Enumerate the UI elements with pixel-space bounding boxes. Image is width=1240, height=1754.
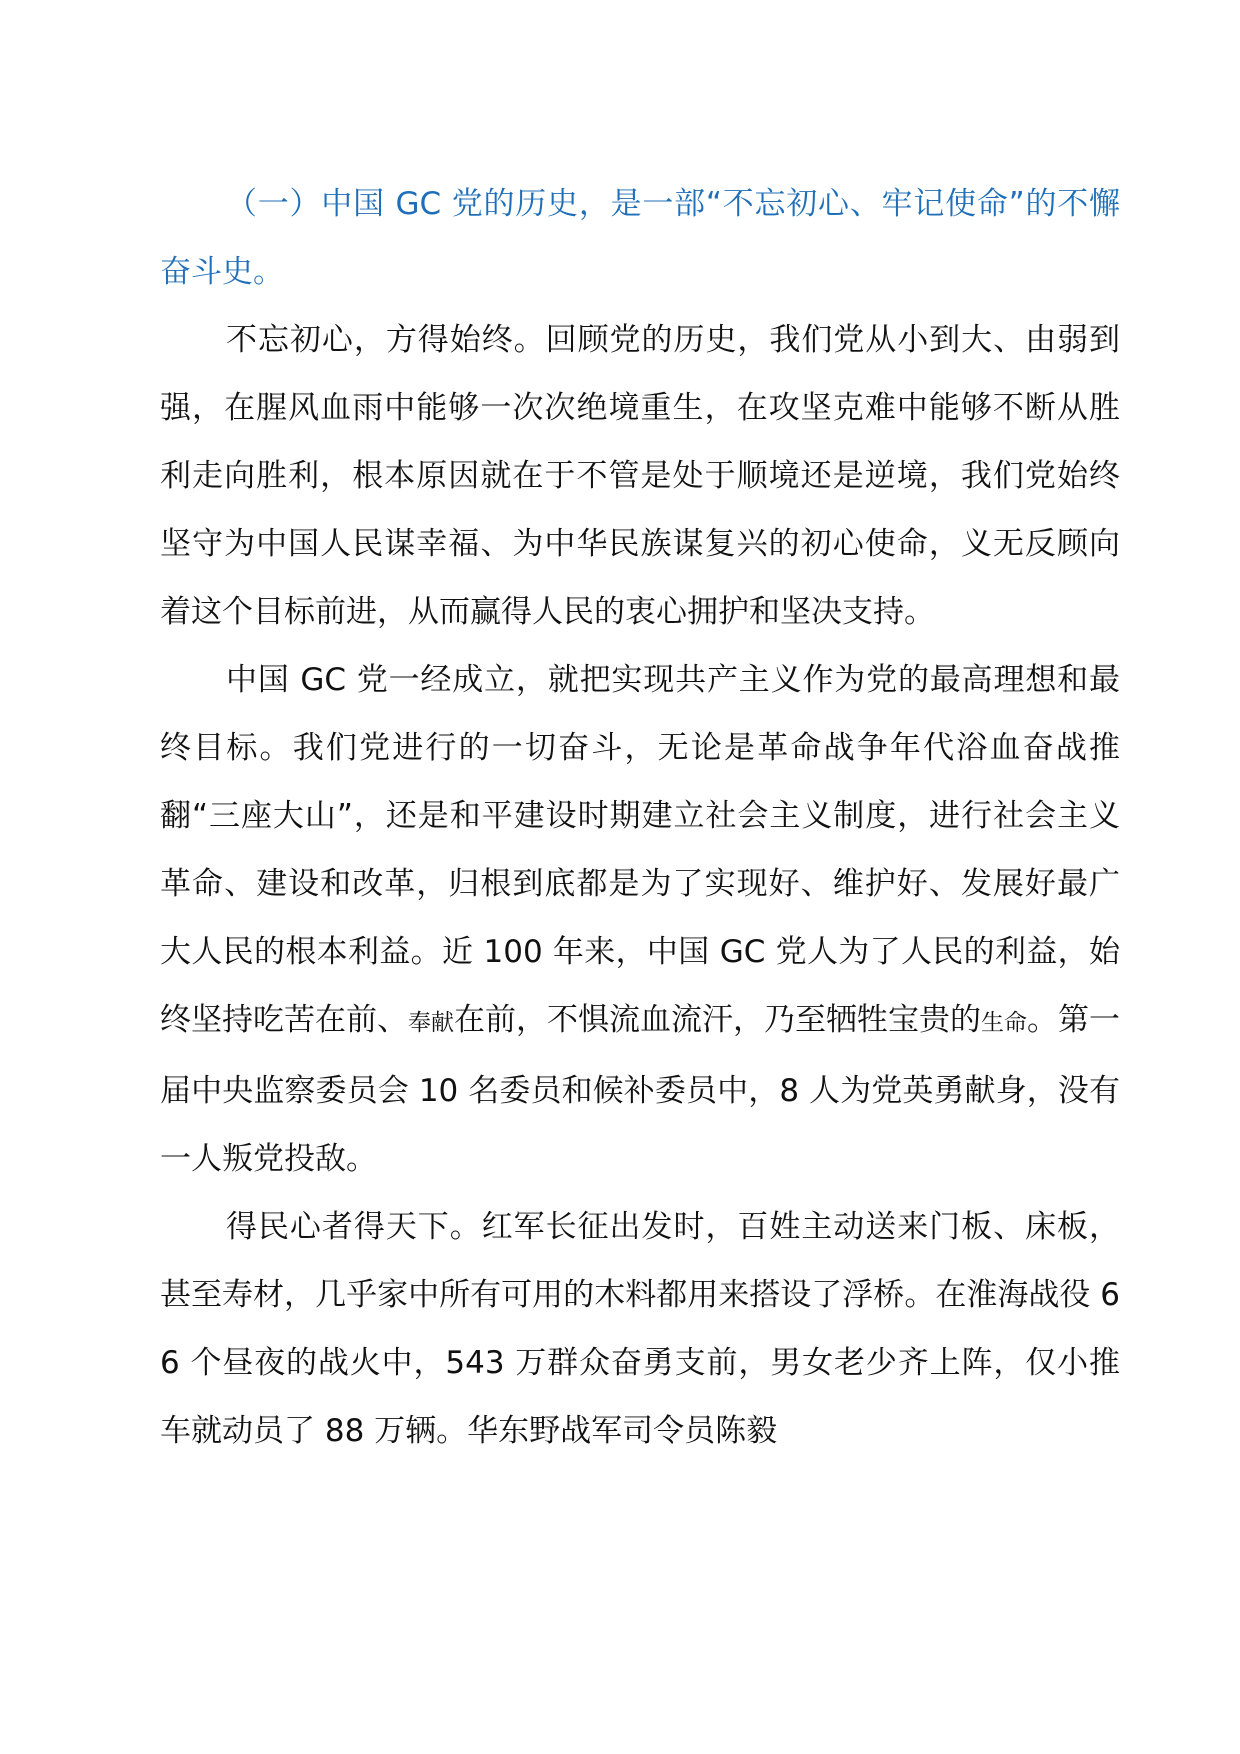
paragraph-2-small-word-b: 生命 bbox=[981, 1010, 1027, 1036]
paragraph-2-text-c: 。第一届中央监察委员会 10 名委员和候补委员中，8 人为党英勇献身，没有一人叛党投敌。 bbox=[160, 1002, 1120, 1177]
section-heading: （一）中国 GC 党的历史，是一部“不忘初心、牢记使命”的不懈奋斗史。 bbox=[160, 186, 1120, 290]
paragraph-1: 不忘初心，方得始终。回顾党的历史，我们党从小到大、由弱到强，在腥风血雨中能够一次次绝境重生，在攻坚克难中能够不断从胜利走向胜利，根本原因就在于不管是处于顺境还是逆境，我们党始终坚守为中国人民谋幸福、为中华民族谋复兴的初心使命，义无反顾向着这个目标前进，从而赢得人民的衷心拥护和坚决支持。 bbox=[160, 322, 1120, 630]
paragraph-3: 得民心者得天下。红军长征出发时，百姓主动送来门板、床板，甚至寿材，几乎家中所有可用的木料都用来搭设了浮桥。在淮海战役 66 个昼夜的战火中，543 万群众奋勇支前，男女老少齐上阵，仅小推车就动员了 88 万辆。华东野战军司令员陈毅 bbox=[160, 1209, 1120, 1449]
document-body bbox=[160, 170, 1120, 1465]
paragraph-2 bbox=[160, 646, 1120, 1193]
paragraph-2-text-a: 中国 GC 党一经成立，就把实现共产主义作为党的最高理想和最终目标。我们党进行的一切奋斗，无论是革命战争年代浴血奋战推翻“三座大山”，还是和平建设时期建立社会主义制度，进行社会主义革命、建设和改革，归根到底都是为了实现好、维护好、发展好最广大人民的根本利益。近 100 年来，中国 GC 党人为了人民的利益，始终坚持吃苦在前、 bbox=[160, 662, 1120, 1038]
paragraph-2-small-word-a: 奉献 bbox=[408, 1010, 454, 1036]
paragraph-2-text-b: 在前，不惧流血流汗，乃至牺牲宝贵的 bbox=[454, 1002, 981, 1038]
